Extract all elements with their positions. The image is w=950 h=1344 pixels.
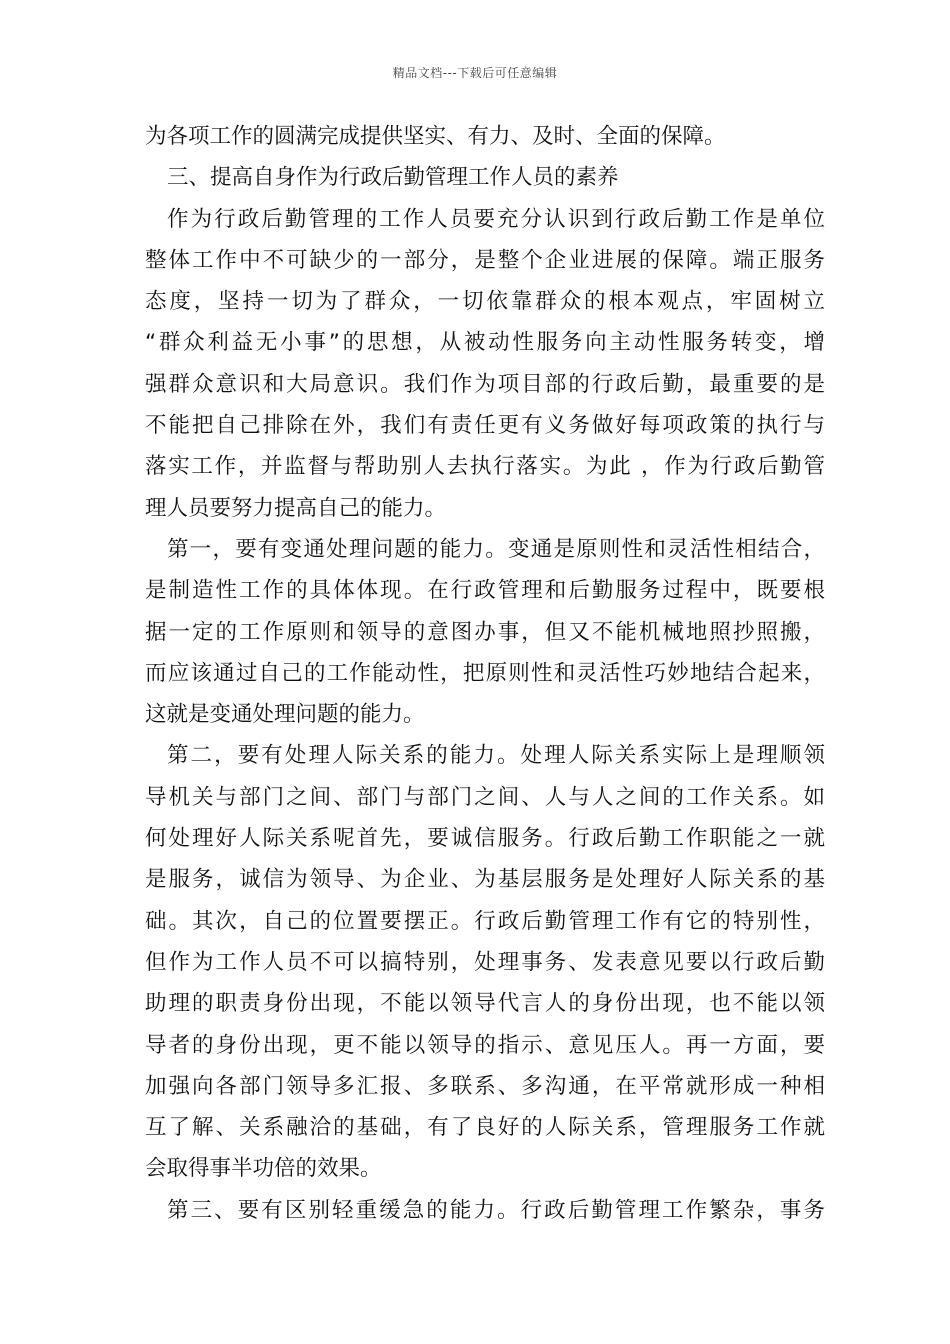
text-line: 导机关与部门之间、部门与部门之间、人与人之间的工作关系。如 — [145, 784, 825, 810]
text-line: 作为行政后勤管理的工作人员要充分认识到行政后勤工作是单位 — [167, 206, 825, 232]
text-line: 据一定的工作原则和领导的意图办事，但又不能机械地照抄照搬， — [145, 619, 825, 645]
text-line: “群众利益无小事”的思想，从被动性服务向主动性服务转变，增 — [145, 330, 825, 356]
text-line: 而应该通过自己的工作能动性，把原则性和灵活性巧妙地结合起来， — [145, 660, 825, 686]
text-line: 为各项工作的圆满完成提供坚实、有力、及时、全面的保障。 — [145, 124, 726, 149]
text-line: 但作为工作人员不可以搞特别，处理事务、发表意见要以行政后勤 — [145, 949, 825, 975]
text-line: 这就是变通处理问题的能力。 — [145, 702, 425, 728]
text-line: 强群众意识和大局意识。我们作为项目部的行政后勤，最重要的是 — [145, 371, 825, 397]
text-line: 第一，要有变通处理问题的能力。变通是原则性和灵活性相结合， — [167, 536, 825, 562]
text-line: 理人员要努力提高自己的能力。 — [145, 495, 447, 521]
text-line: 会取得事半功倍的效果。 — [145, 1156, 382, 1182]
text-line: 第二，要有处理人际关系的能力。处理人际关系实际上是理顺领 — [167, 743, 825, 769]
text-line: 导者的身份出现，更不能以领导的指示、意见压人。再一方面，要 — [145, 1032, 825, 1058]
text-line: 不能把自己排除在外，我们有责任更有义务做好每项政策的执行与 — [145, 413, 825, 439]
text-line: 是制造性工作的具体体现。在行政管理和后勤服务过程中，既要根 — [145, 578, 825, 604]
text-line: 整体工作中不可缺少的一部分，是整个企业进展的保障。端正服务 — [145, 247, 825, 273]
text-line: 落实工作，并监督与帮助别人去执行落实。为此 ，作为行政后勤管 — [145, 454, 825, 480]
text-line: 第三、要有区别轻重缓急的能力。行政后勤管理工作繁杂，事务 — [167, 1197, 825, 1223]
text-line: 何处理好人际关系呢首先，要诚信服务。行政后勤工作职能之一就 — [145, 826, 825, 852]
document-body — [145, 116, 825, 1231]
text-line: 互了解、关系融洽的基础，有了良好的人际关系，管理服务工作就 — [145, 1115, 825, 1141]
section-heading: 三、提高自身作为行政后勤管理工作人员的素养 — [167, 165, 619, 191]
text-line: 加强向各部门领导多汇报、多联系、多沟通，在平常就形成一种相 — [145, 1073, 825, 1099]
text-line: 是服务，诚信为领导、为企业、为基层服务是处理好人际关系的基 — [145, 867, 825, 893]
text-line: 助理的职责身份出现，不能以领导代言人的身份出现，也不能以领 — [145, 991, 825, 1017]
page-header: 精品文档---下载后可任意编辑 — [392, 66, 558, 80]
text-line: 态度，坚持一切为了群众，一切依靠群众的根本观点，牢固树立 — [145, 289, 825, 315]
text-line: 础。其次，自己的位置要摆正。行政后勤管理工作有它的特别性， — [145, 908, 825, 934]
